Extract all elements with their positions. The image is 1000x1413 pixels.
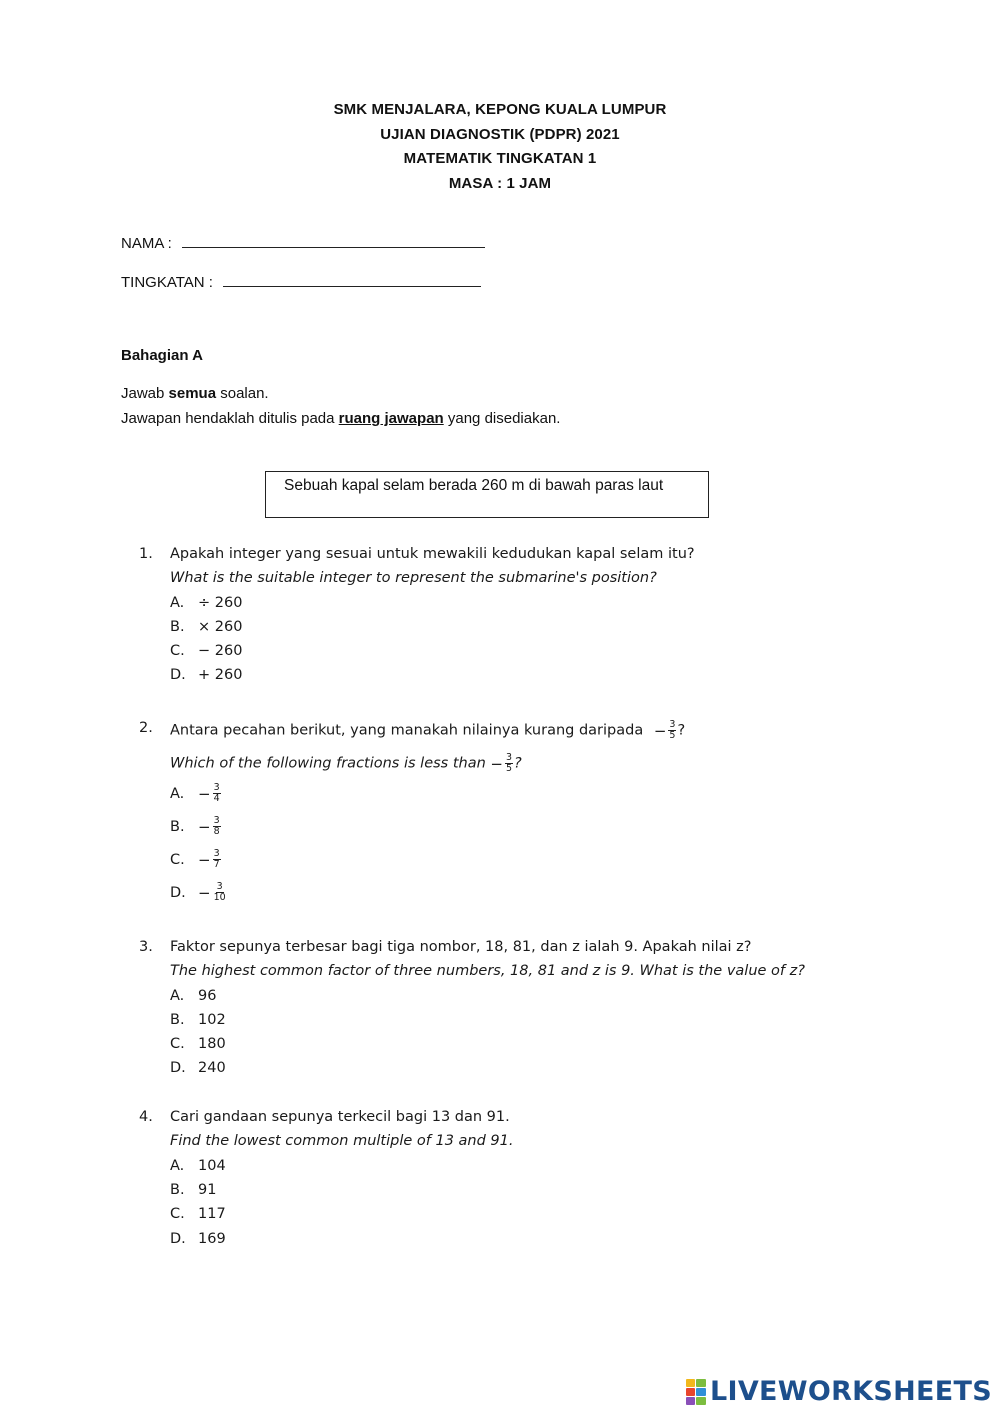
option-value: ÷ 260 bbox=[198, 595, 243, 611]
liveworksheets-logo-icon bbox=[686, 1379, 706, 1405]
question-text-malay-body: Antara pecahan berikut, yang manakah nilainya kurang daripada bbox=[170, 722, 644, 739]
question-1 bbox=[139, 546, 979, 686]
question-text-english: What is the suitable integer to represent the submarine's position? bbox=[170, 570, 657, 586]
question-4 bbox=[139, 1109, 979, 1254]
instruction-2-pre: Jawapan hendaklah ditulis pada bbox=[121, 410, 339, 427]
option-value: × 260 bbox=[198, 619, 243, 635]
option-value: 240 bbox=[198, 1060, 226, 1076]
fraction-sign: − bbox=[198, 784, 211, 803]
option-letter: B. bbox=[170, 818, 185, 835]
option-letter: D. bbox=[170, 1231, 186, 1247]
option-letter: A. bbox=[170, 988, 185, 1004]
tingkatan-field bbox=[121, 272, 481, 291]
fraction-sign: − bbox=[653, 721, 667, 740]
logo-tile bbox=[686, 1379, 696, 1387]
fraction-denominator: 8 bbox=[213, 826, 220, 837]
option-letter: B. bbox=[170, 1182, 185, 1198]
subject-title: MATEMATIK TINGKATAN 1 bbox=[403, 150, 597, 167]
nama-label: NAMA : bbox=[121, 235, 172, 252]
fraction-denominator: 5 bbox=[669, 730, 676, 741]
fraction-numerator: 3 bbox=[505, 752, 513, 763]
option-d[interactable] bbox=[170, 882, 228, 903]
question-text-english-body: Which of the following fractions is less than bbox=[170, 755, 486, 772]
context-text: Sebuah kapal selam berada 260 m di bawah paras laut bbox=[284, 477, 664, 494]
context-box bbox=[265, 471, 709, 518]
option-fraction bbox=[213, 849, 221, 870]
option-d[interactable] bbox=[170, 1231, 226, 1247]
question-text-malay: Apakah integer yang sesuai untuk mewakili kedudukan kapal selam itu? bbox=[170, 546, 695, 562]
fraction-sign: − bbox=[490, 754, 503, 773]
option-letter: C. bbox=[170, 643, 185, 659]
option-value: 102 bbox=[198, 1012, 226, 1028]
option-d[interactable] bbox=[170, 667, 242, 683]
logo-tile bbox=[696, 1379, 706, 1387]
liveworksheets-logo-text: LIVEWORKSHEETS bbox=[709, 1376, 992, 1407]
option-b[interactable] bbox=[170, 1182, 216, 1198]
fraction-numerator: 3 bbox=[213, 848, 220, 859]
option-letter: B. bbox=[170, 1012, 185, 1028]
option-fraction bbox=[213, 783, 221, 804]
option-letter: D. bbox=[170, 667, 186, 683]
option-a[interactable] bbox=[170, 595, 242, 611]
option-c[interactable] bbox=[170, 849, 222, 870]
option-d[interactable] bbox=[170, 1060, 226, 1076]
fraction-denominator: 5 bbox=[505, 763, 513, 774]
option-letter: D. bbox=[170, 884, 186, 901]
question-text-malay: Faktor sepunya terbesar bagi tiga nombor, 18, 81, dan z ialah 9. Apakah nilai z? bbox=[170, 939, 752, 955]
nama-answer-line[interactable] bbox=[182, 233, 485, 248]
question-3 bbox=[139, 939, 979, 1079]
fraction-numerator: 3 bbox=[669, 719, 676, 730]
instruction-1-post: soalan. bbox=[216, 385, 269, 402]
fraction-sign: − bbox=[198, 883, 211, 902]
question-number: 4. bbox=[139, 1109, 153, 1125]
tingkatan-answer-line[interactable] bbox=[223, 272, 481, 287]
fraction-sign: − bbox=[198, 817, 211, 836]
option-c[interactable] bbox=[170, 1206, 226, 1222]
option-value: 104 bbox=[198, 1158, 226, 1174]
tingkatan-label: TINGKATAN : bbox=[121, 274, 213, 291]
instruction-1 bbox=[121, 385, 269, 402]
option-letter: A. bbox=[170, 785, 185, 802]
instruction-2-underlined: ruang jawapan bbox=[338, 410, 444, 427]
exam-header bbox=[0, 98, 1000, 196]
fraction-numerator: 3 bbox=[216, 881, 223, 892]
option-value: 180 bbox=[198, 1036, 226, 1052]
option-value: − 260 bbox=[198, 643, 243, 659]
question-mark: ? bbox=[677, 722, 686, 739]
fraction-denominator: 4 bbox=[213, 793, 220, 804]
option-value: 96 bbox=[198, 988, 217, 1004]
nama-field bbox=[121, 233, 485, 252]
logo-tile bbox=[686, 1388, 696, 1396]
question-2 bbox=[139, 714, 979, 914]
option-value: 91 bbox=[198, 1182, 217, 1198]
option-letter: C. bbox=[170, 1206, 185, 1222]
duration: MASA : 1 JAM bbox=[448, 174, 552, 192]
question-text-english: The highest common factor of three numbers, 18, 81 and z is 9. What is the value of z? bbox=[170, 963, 805, 979]
instruction-2-post: yang disediakan. bbox=[443, 410, 561, 427]
option-a[interactable] bbox=[170, 988, 216, 1004]
option-value: 169 bbox=[198, 1231, 226, 1247]
option-letter: D. bbox=[170, 1060, 186, 1076]
question-number: 2. bbox=[139, 720, 153, 736]
option-letter: C. bbox=[170, 1036, 185, 1052]
question-mark: ? bbox=[514, 755, 522, 772]
instruction-2 bbox=[121, 410, 560, 427]
fraction-denominator: 10 bbox=[213, 892, 226, 903]
liveworksheets-logo[interactable] bbox=[686, 1376, 992, 1407]
option-fraction bbox=[213, 816, 221, 837]
option-b[interactable] bbox=[170, 1012, 226, 1028]
option-letter: B. bbox=[170, 619, 185, 635]
instruction-1-pre: Jawab bbox=[121, 385, 169, 402]
option-value: + 260 bbox=[198, 667, 243, 683]
option-a[interactable] bbox=[170, 1158, 226, 1174]
option-b[interactable] bbox=[170, 816, 222, 837]
option-fraction bbox=[213, 882, 227, 903]
option-value: 117 bbox=[198, 1206, 226, 1222]
question-text-english bbox=[170, 753, 522, 774]
fraction-numerator: 3 bbox=[213, 782, 220, 793]
question-number: 1. bbox=[139, 546, 153, 562]
question-number: 3. bbox=[139, 939, 153, 955]
school-name: SMK MENJALARA, KEPONG KUALA LUMPUR bbox=[333, 101, 667, 118]
option-c[interactable] bbox=[170, 643, 242, 659]
fraction-denominator: 7 bbox=[213, 859, 220, 870]
option-a[interactable] bbox=[170, 783, 222, 804]
question-text-malay: Cari gandaan sepunya terkecil bagi 13 dan 91. bbox=[170, 1109, 510, 1125]
option-letter: C. bbox=[170, 851, 185, 868]
logo-tile bbox=[686, 1397, 696, 1405]
option-c[interactable] bbox=[170, 1036, 226, 1052]
logo-tile bbox=[696, 1388, 706, 1396]
logo-tile bbox=[696, 1397, 706, 1405]
question-text-malay bbox=[170, 720, 685, 741]
fraction-numerator: 3 bbox=[213, 815, 220, 826]
option-b[interactable] bbox=[170, 619, 242, 635]
fraction-sign: − bbox=[198, 850, 211, 869]
exam-title: UJIAN DIAGNOSTIK (PDPR) 2021 bbox=[380, 125, 620, 143]
question-text-english: Find the lowest common multiple of 13 and 91. bbox=[170, 1133, 514, 1149]
reference-fraction bbox=[505, 753, 513, 774]
option-letter: A. bbox=[170, 1158, 185, 1174]
option-letter: A. bbox=[170, 595, 185, 611]
section-title: Bahagian A bbox=[121, 347, 203, 364]
instruction-1-bold: semua bbox=[168, 385, 217, 402]
reference-fraction bbox=[668, 720, 676, 741]
